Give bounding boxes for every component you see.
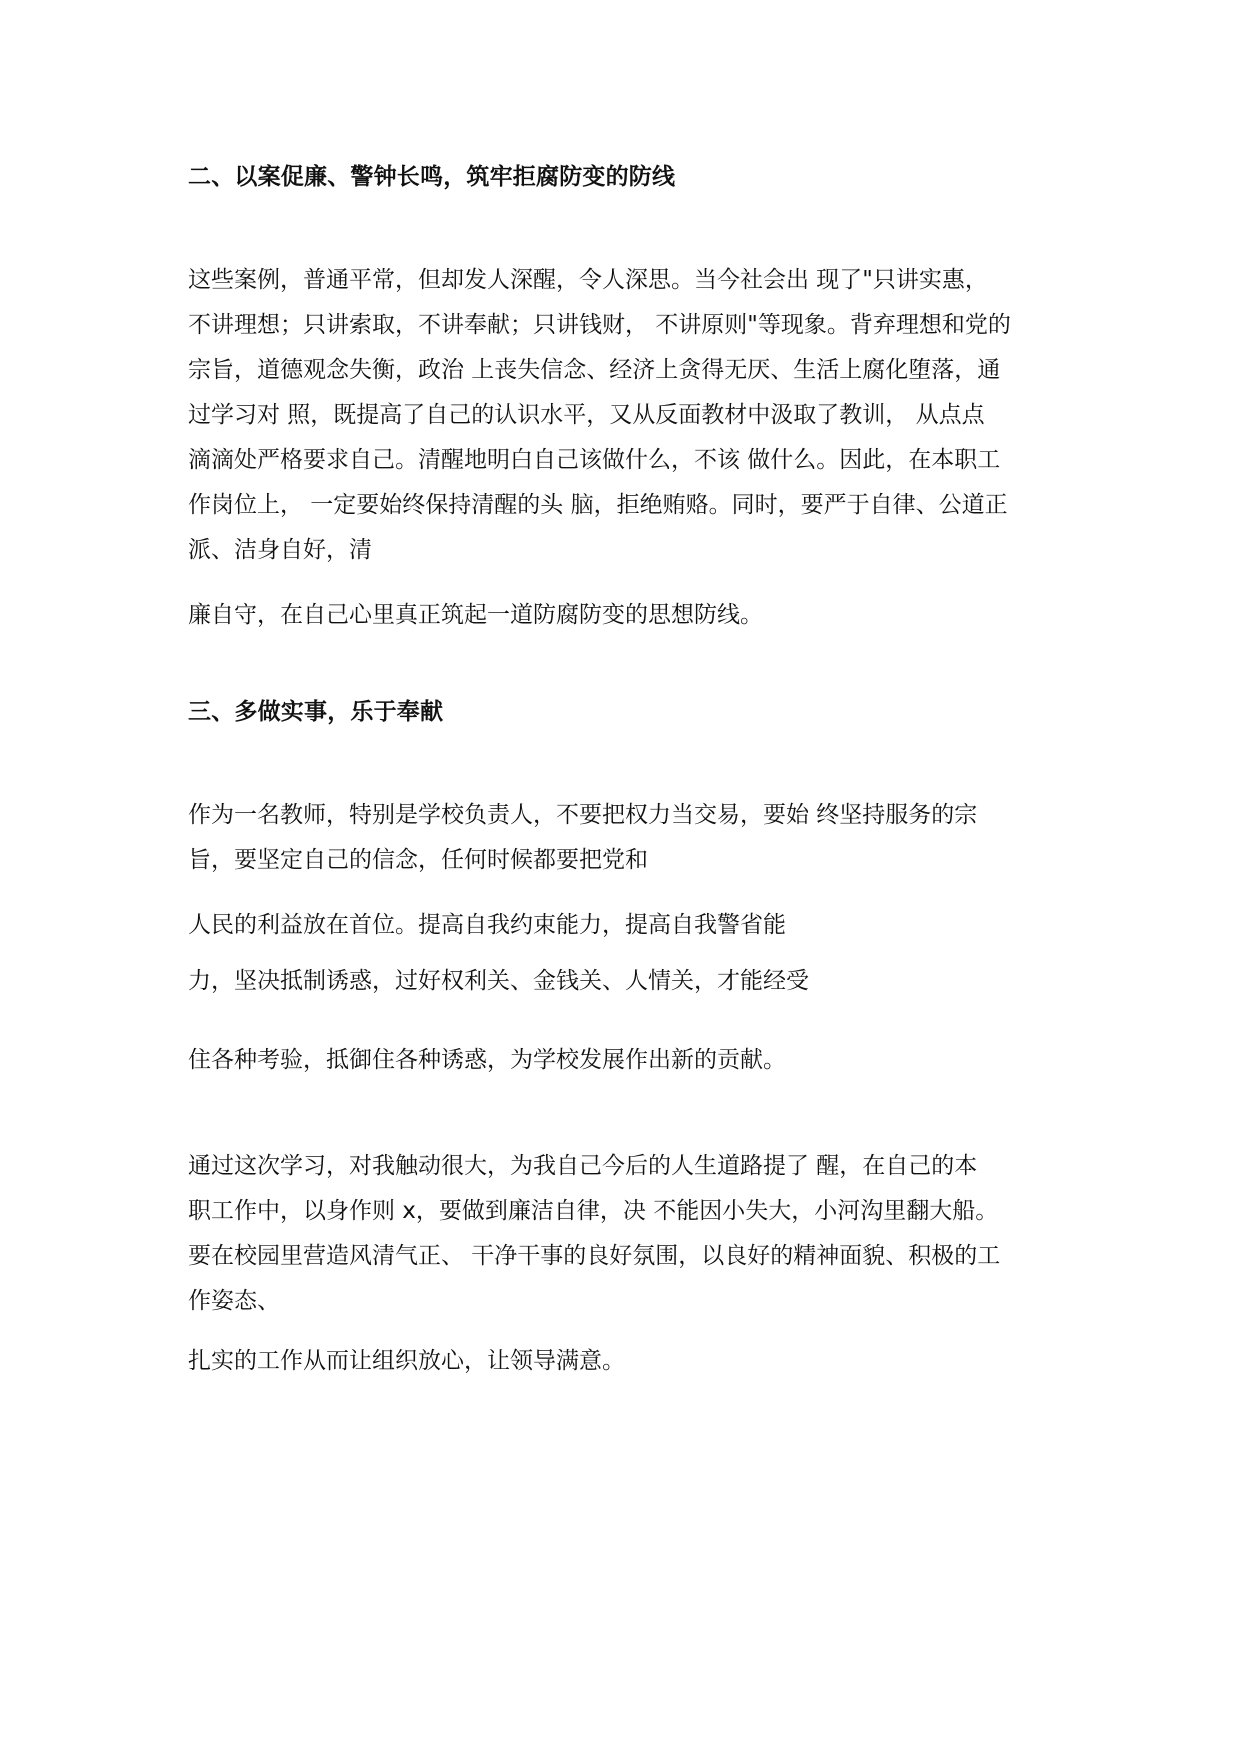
paragraph-line: 这些案例，普通平常，但却发人深醒，令人深思。当今社会出 现了"只讲实惠， [188, 267, 988, 293]
paragraph-line: 不讲理想；只讲索取，不讲奉献；只讲钱财， 不讲原则"等现象。背弃理想和党的 [188, 312, 1011, 338]
paragraph-line: 要在校园里营造风清气正、 干净干事的良好氛围，以良好的精神面貌、积极的工 [188, 1243, 1001, 1269]
paragraph-line: 通过这次学习，对我触动很大，为我自己今后的人生道路提了 醒，在自己的本 [188, 1153, 978, 1179]
section-3-paragraph-6: 扎实的工作从而让组织放心，让领导满意。 [188, 1348, 625, 1374]
paragraph-line: 派、洁身自好，清 [188, 537, 372, 563]
section-3-paragraph-5 [188, 1144, 1058, 1324]
paragraph-line: 滴滴处严格要求自己。清醒地明白自己该做什么，不该 做什么。因此，在本职工 [188, 447, 1001, 473]
paragraph-line: 作为一名教师，特别是学校负责人，不要把权力当交易，要始 终坚持服务的宗 [188, 802, 978, 828]
paragraph-line: 职工作中，以身作则 x，要做到廉洁自律，决 不能因小失大，小河沟里翻大船。 [188, 1198, 999, 1224]
paragraph-line: 作姿态、 [188, 1288, 280, 1314]
paragraph-line: 旨，要坚定自己的信念，任何时候都要把党和 [188, 847, 648, 873]
paragraph-line: 过学习对 照，既提高了自己的认识水平，又从反面教材中汲取了教训， 从点点 [188, 402, 985, 428]
section-3-heading: 三、多做实事，乐于奉献 [188, 699, 444, 725]
section-2-heading: 二、以案促廉、警钟长鸣，筑牢拒腐防变的防线 [188, 164, 676, 190]
section-2-paragraph-2: 廉自守，在自己心里真正筑起一道防腐防变的思想防线。 [188, 602, 763, 628]
paragraph-line: 宗旨，道德观念失衡，政治 上丧失信念、经济上贪得无厌、生活上腐化堕落，通 [188, 357, 1001, 383]
section-3-paragraph-1 [188, 793, 1058, 883]
section-3-paragraph-4: 住各种考验，抵御住各种诱惑，为学校发展作出新的贡献。 [188, 1047, 786, 1073]
section-3-paragraph-2: 人民的利益放在首位。提高自我约束能力，提高自我警省能 [188, 912, 786, 938]
section-3-paragraph-3: 力，坚决抵制诱惑，过好权利关、金钱关、人情关，才能经受 [188, 968, 809, 994]
section-2-paragraph-1 [188, 258, 1058, 573]
paragraph-line: 作岗位上， 一定要始终保持清醒的头 脑，拒绝贿赂。同时，要严于自律、公道正 [188, 492, 1008, 518]
